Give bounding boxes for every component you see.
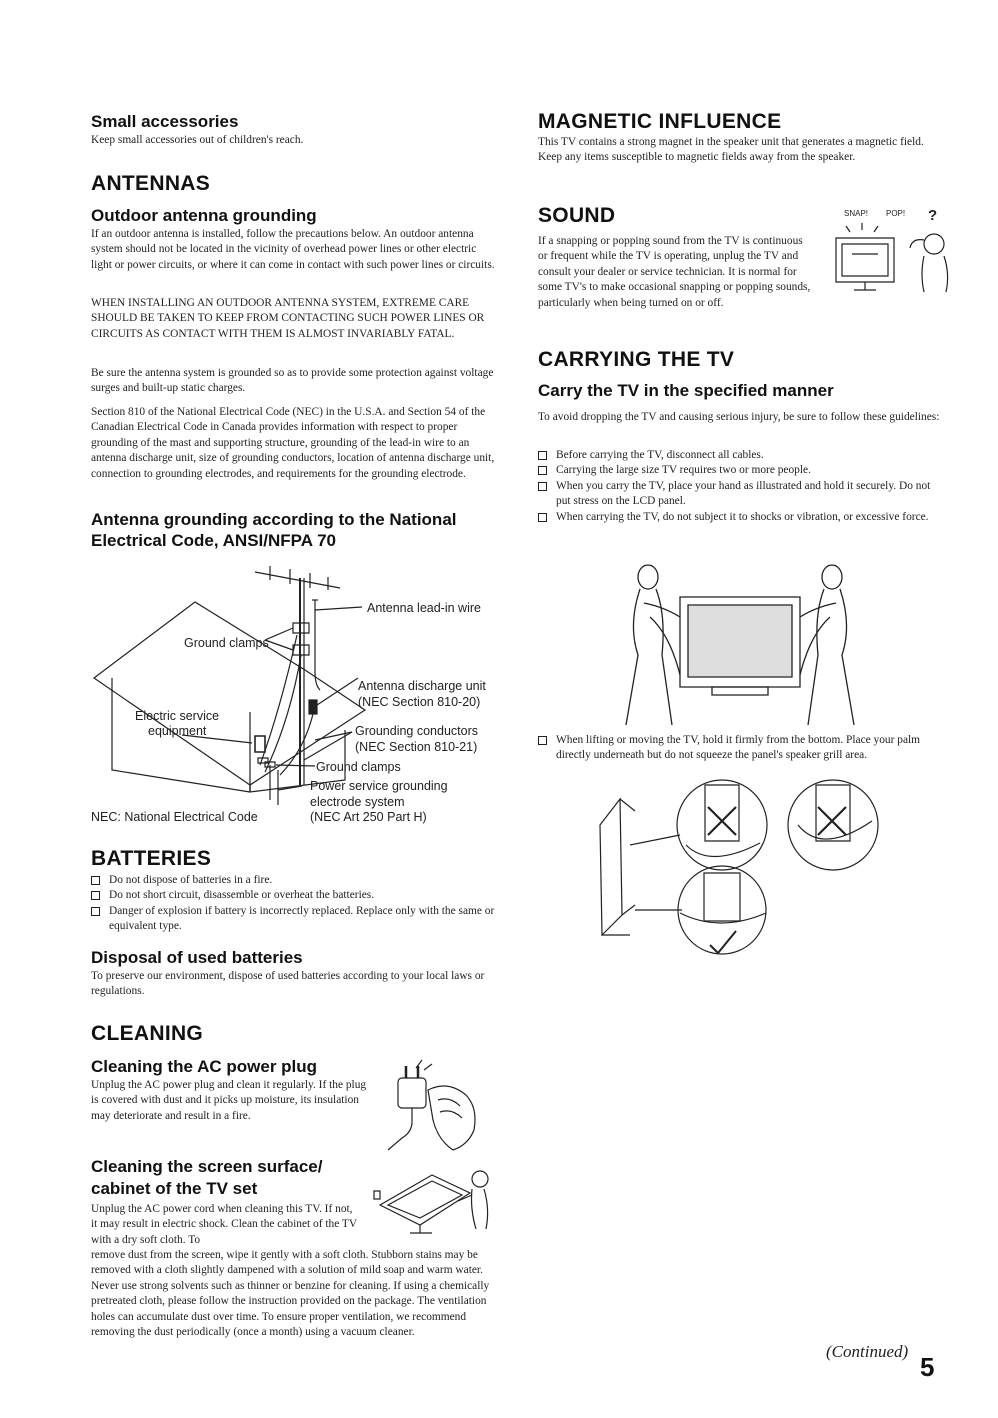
outdoor-antenna-p3: Be sure the antenna system is grounded so as to provide some protection against voltage surges and built-up static charges.: [91, 367, 494, 395]
question-mark-text: ?: [928, 207, 938, 224]
two-people-carrying-tv-illustration: [620, 555, 880, 730]
label-antenna-lead-in-wire: Antenna lead-in wire: [367, 601, 481, 615]
label-nec-legend: NEC: National Electrical Code: [91, 810, 258, 824]
list-item: When carrying the TV, do not subject it to shocks or vibration, or excessive force.: [538, 510, 943, 525]
magnetic-text: This TV contains a strong magnet in the speaker unit that generates a magnetic field. Keep any items susceptible to magnetic fields away from the speaker.: [538, 136, 924, 164]
label-nec-art-250: (NEC Art 250 Part H): [310, 810, 427, 824]
label-grounding-conductors: Grounding conductors: [355, 724, 478, 738]
disposal-text: To preserve our environment, dispose of used batteries according to your local laws or regulations.: [91, 970, 485, 998]
lifting-list: [538, 733, 943, 764]
small-accessories-text: Keep small accessories out of children's reach.: [91, 134, 304, 146]
cleaning-screen-heading-2: cabinet of the TV set: [91, 1179, 258, 1198]
small-accessories-heading: Small accessories: [91, 112, 239, 131]
pop-text: POP!: [886, 209, 906, 218]
label-antenna-discharge-unit: Antenna discharge unit: [358, 679, 486, 693]
carrying-heading: CARRYING THE TV: [538, 348, 735, 371]
list-item: When you carry the TV, place your hand as illustrated and hold it securely. Do not put stress on the LCD panel.: [538, 479, 943, 510]
list-item: Before carrying the TV, disconnect all cables.: [538, 448, 943, 463]
batteries-heading: BATTERIES: [91, 847, 212, 870]
batteries-list: [91, 873, 501, 935]
checkbox-bullet-icon: [538, 482, 547, 491]
label-electric-service: Electric service: [135, 709, 220, 723]
checkbox-bullet-icon: [538, 466, 547, 475]
nec-heading-line1: Antenna grounding according to the National: [91, 510, 457, 529]
sound-illustration: [832, 196, 962, 296]
list-item: Danger of explosion if battery is incorrectly replaced. Replace only with the same or equivalent type.: [91, 904, 501, 935]
continued-label: (Continued): [826, 1342, 909, 1361]
snap-text: SNAP!: [844, 209, 869, 218]
cleaning-heading: CLEANING: [91, 1022, 204, 1045]
outdoor-antenna-p4: Section 810 of the National Electrical Code (NEC) in the U.S.A. and Section 54 of the Canadian Electrical Code in Canada provides information with respect to proper grounding of the mast and supporting structure, grounding of the lead-in wire to an antenna discharge unit, size of grounding conductors, location of antenna discharge unit, connection to grounding electrodes, and requirements for the grounding electrode.: [91, 406, 495, 480]
checkbox-bullet-icon: [538, 736, 547, 745]
checkbox-bullet-icon: [91, 876, 100, 885]
disposal-heading: Disposal of used batteries: [91, 948, 303, 967]
screen-cleaning-illustration: [372, 1165, 494, 1237]
sound-heading: SOUND: [538, 204, 616, 227]
label-power-service-grounding: Power service grounding: [310, 779, 448, 793]
checkbox-bullet-icon: [91, 907, 100, 916]
magnetic-heading: MAGNETIC INFLUENCE: [538, 110, 782, 133]
outdoor-antenna-heading: Outdoor antenna grounding: [91, 206, 317, 225]
nec-heading-line2: Electrical Code, ANSI/NFPA 70: [91, 531, 336, 550]
label-grounding-conductors-section: (NEC Section 810-21): [355, 740, 478, 754]
checkbox-bullet-icon: [91, 891, 100, 900]
list-item: Carrying the large size TV requires two or more people.: [538, 463, 943, 478]
list-item: When lifting or moving the TV, hold it firmly from the bottom. Place your palm directly underneath but do not squeeze the panel's speaker grill area.: [538, 733, 943, 764]
checkbox-bullet-icon: [538, 513, 547, 522]
antenna-icon: [255, 566, 340, 590]
label-electric-service-equipment: equipment: [148, 724, 207, 738]
carrying-sub-heading: Carry the TV in the specified manner: [538, 381, 834, 400]
plug-cleaning-illustration: [378, 1060, 498, 1160]
sound-text: If a snapping or popping sound from the TV is continuous or frequent while the TV is operating, unplug the TV and consult your dealer or service technician. It is normal for some TV's to make occasional snapping or popping sounds, particularly when being turned on or off.: [538, 235, 811, 309]
house-roof: [94, 602, 365, 785]
outdoor-antenna-warning: WHEN INSTALLING AN OUTDOOR ANTENNA SYSTEM, EXTREME CARE SHOULD BE TAKEN TO KEEP FROM CONTACTING SUCH POWER LINES OR CIRCUITS AS CONTACT WITH THEM IS ALMOST INVARIABLY FATAL.: [91, 297, 485, 340]
label-ground-clamps-bottom: Ground clamps: [316, 760, 401, 774]
outdoor-antenna-p1: If an outdoor antenna is installed, follow the precautions below. An outdoor antenna system should not be located in the vicinity of overhead power lines or other electric light or power circuits, or where it can come in contact with such power lines or circuits.: [91, 228, 495, 271]
label-electrode-system: electrode system: [310, 795, 405, 809]
checkbox-bullet-icon: [538, 451, 547, 460]
list-item: Do not short circuit, disassemble or overheat the batteries.: [91, 888, 501, 903]
antennas-heading: ANTENNAS: [91, 172, 211, 195]
label-ground-clamps-top: Ground clamps: [184, 636, 269, 650]
list-item: Do not dispose of batteries in a fire.: [91, 873, 501, 888]
carrying-list: [538, 448, 943, 525]
cleaning-screen-text-1: Unplug the AC power cord when cleaning this TV. If not, it may result in electric shock. Clean the cabinet of the TV with a dry soft cloth. To: [91, 1203, 357, 1246]
page-number: 5: [920, 1352, 935, 1382]
cleaning-screen-heading-1: Cleaning the screen surface/: [91, 1157, 323, 1176]
hand-placement-illustration: [590, 785, 890, 955]
carrying-intro: To avoid dropping the TV and causing serious injury, be sure to follow these guidelines:: [538, 411, 940, 423]
label-discharge-unit-section: (NEC Section 810-20): [358, 695, 481, 709]
cleaning-plug-heading: Cleaning the AC power plug: [91, 1057, 318, 1076]
cleaning-screen-text-2: remove dust from the screen, wipe it gently with a soft cloth. Stubborn stains may be removed with a cloth slightly dampened with a solution of mild soap and warm water. Never use strong solvents such as thinner or benzine for cleaning. If using a chemically pretreated cloth, please follow the instruction provided on the package. The ventilation holes can accumulate dust over time. To ensure proper ventilation, we recommend removing the dust periodically (once a month) using a vacuum cleaner.: [91, 1249, 490, 1339]
cleaning-plug-text: Unplug the AC power plug and clean it regularly. If the plug is covered with dust and it picks up moisture, its insulation may deteriorate and result in a fire.: [91, 1079, 367, 1122]
